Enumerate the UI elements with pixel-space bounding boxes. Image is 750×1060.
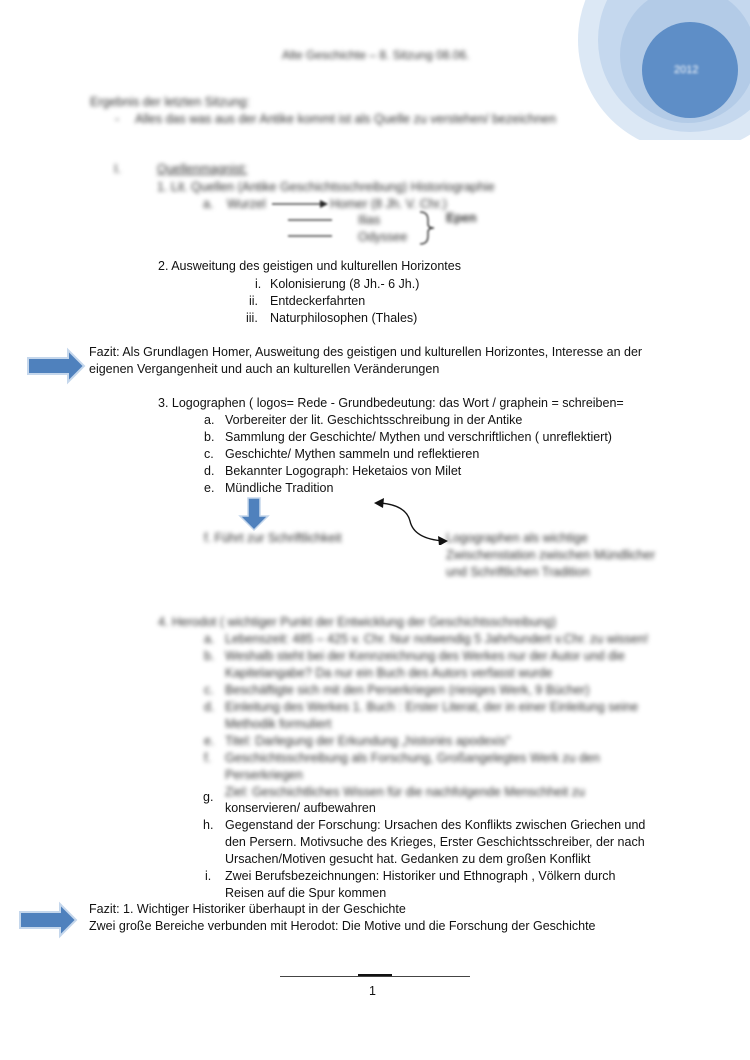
section4-item-g-line2: konservieren/ aufbewahren: [225, 801, 376, 815]
section4-item-b-line1: Weshalb steht bei der Kennzeichnung des Werkes nur der Autor und die: [225, 649, 625, 663]
section3-item-a: Vorbereiter der lit. Geschichtsschreibung in der Antike: [225, 413, 523, 427]
section4-item-h-line2: den Persern. Motivsuche des Krieges, Erster Geschichtsschreiber, der nach: [225, 835, 645, 849]
epen-label: Epen: [446, 211, 477, 225]
section4-item-f-line1: Geschichtsschreibung als Forschung, Großangelegtes Werk zu den: [225, 751, 600, 765]
section4-item-b-num: b.: [204, 649, 215, 663]
section3-item-e-num: e.: [204, 481, 215, 495]
section4-item-f-line2: Perserkriegen: [225, 768, 303, 782]
section3-title: 3. Logographen ( logos= Rede - Grundbedeutung: das Wort / graphein = schreiben=: [158, 396, 624, 410]
ilias-label: Ilias: [358, 213, 381, 227]
section1-item1a-left: Wurzel: [227, 197, 266, 211]
section4-item-e: Titel: Darlegung der Erkundung „historiės apodexis": [225, 734, 511, 748]
odyssee-label: Odyssee: [358, 230, 408, 244]
section1-number: I.: [114, 162, 121, 176]
section1-item2-sub3: Naturphilosophen (Thales): [270, 311, 418, 325]
section4-item-i-num: i.: [205, 869, 212, 883]
section1-item1a-right: Homer (8 Jh. V. Chr.): [330, 197, 447, 211]
section4-item-f-num: f.: [204, 751, 211, 765]
down-arrow-icon: [236, 496, 272, 532]
fazit1-arrow-icon: [26, 346, 86, 386]
section1-item2-sub2: Entdeckerfahrten: [270, 294, 366, 308]
section4-item-a: Lebenszeit: 485 – 425 v. Chr. Nur notwendig 5 Jahrhundert v.Chr. zu wissen!: [225, 632, 649, 646]
section4-item-i-line1: Zwei Berufsbezeichnungen: Historiker und Ethnograph , Völkern durch: [225, 869, 616, 883]
document-header-title: Alte Geschichte – 8. Sitzung 08.06.: [282, 48, 470, 62]
section4-item-c: Beschäftigte sich mit den Perserkriegen (riesiges Werk, 9 Bücher): [225, 683, 590, 697]
section1-item1a-label: a.: [203, 197, 214, 211]
section4-item-h-num: h.: [203, 818, 214, 832]
fazit2-line1: Fazit: 1. Wichtiger Historiker überhaupt in der Geschichte: [89, 902, 406, 916]
section1-item1: 1. Lit. Quellen (Antike Geschichtsschreibung) Historiographie: [157, 180, 495, 194]
fazit1-line2: eigenen Vergangenheit und auch an kulturellen Veränderungen: [89, 362, 440, 376]
curved-arrow-icon: [370, 495, 450, 545]
section4-item-g-num: g.: [203, 790, 214, 804]
fazit2-line2: Zwei große Bereiche verbunden mit Herodot: Die Motive und die Forschung der Geschichte: [89, 919, 596, 933]
section3-item-d: Bekannter Logograph: Heketaios von Milet: [225, 464, 462, 478]
section3-item-b-num: b.: [204, 430, 215, 444]
corner-decoration: [570, 0, 750, 140]
section3-item-f: f. Führt zur Schriftlichkeit: [204, 531, 342, 545]
section3-item-a-num: a.: [204, 413, 215, 427]
footer-divider: [280, 976, 470, 977]
section3-item-b: Sammlung der Geschichte/ Mythen und verschriftlichen ( unreflektiert): [225, 430, 612, 444]
section1-title: Quellenmagnist:: [157, 162, 248, 176]
footer-divider-accent: [358, 974, 392, 976]
intro-bullet: Alles das was aus der Antike kommt ist als Quelle zu verstehen/ bezeichnen: [135, 112, 557, 126]
section4-title: 4. Herodot ( wichtiger Punkt der Entwicklung der Geschichtsschreibung): [158, 615, 557, 629]
section3-item-c: Geschichte/ Mythen sammeln und reflektieren: [225, 447, 480, 461]
section4-item-h-line3: Ursachen/Motiven gesucht hat. Gedanken zu dem großen Konflikt: [225, 852, 591, 866]
intro-heading: Ergebnis der letzten Sitzung:: [90, 95, 250, 109]
section1-item2-sub1-num: i.: [255, 277, 262, 291]
intro-bullet-dash: -: [115, 112, 120, 126]
section4-item-e-num: e.: [204, 734, 215, 748]
fazit2-arrow-icon: [18, 900, 78, 940]
section3-item-c-num: c.: [204, 447, 214, 461]
logograph-note-line1: Logographen als wichtige: [446, 531, 588, 545]
section4-item-d-line2: Methodik formuliert: [225, 717, 332, 731]
fazit1-line1: Fazit: Als Grundlagen Homer, Ausweitung des geistigen und kulturellen Horizontes, Interesse an der: [89, 345, 643, 359]
section3-item-d-num: d.: [204, 464, 215, 478]
section4-item-d-num: d.: [204, 700, 215, 714]
section4-item-h-line1: Gegenstand der Forschung: Ursachen des Konflikts zwischen Griechen und: [225, 818, 646, 832]
page-number: 1: [369, 984, 376, 998]
section1-item2-sub2-num: ii.: [249, 294, 259, 308]
section4-item-g-line1: Ziel: Geschichtliches Wissen für die nachfolgende Menschheit zu: [225, 785, 585, 799]
section1-item2-sub3-num: iii.: [246, 311, 258, 325]
section4-item-i-line2: Reisen auf die Spur kommen: [225, 886, 387, 900]
year-badge: 2012: [674, 64, 699, 76]
logograph-note-line2: Zwischenstation zwischen Mündlicher: [446, 548, 656, 562]
section1-item2-sub1: Kolonisierung (8 Jh.- 6 Jh.): [270, 277, 420, 291]
logograph-note-line3: und Schriftlichen Tradition: [446, 565, 590, 579]
section4-item-b-line2: Kapitelangabe? Da nur ein Buch des Autors verfasst wurde: [225, 666, 553, 680]
section4-item-a-num: a.: [204, 632, 215, 646]
brace-icon: [418, 210, 438, 246]
homer-arrows: [272, 198, 332, 248]
section4-item-c-num: c.: [204, 683, 214, 697]
section4-item-d-line1: Einleitung des Werkes 1. Buch : Erster Literat, der in einer Einleitung seine: [225, 700, 639, 714]
section3-item-e: Mündliche Tradition: [225, 481, 334, 495]
section1-item2: 2. Ausweitung des geistigen und kulturellen Horizontes: [158, 259, 461, 273]
